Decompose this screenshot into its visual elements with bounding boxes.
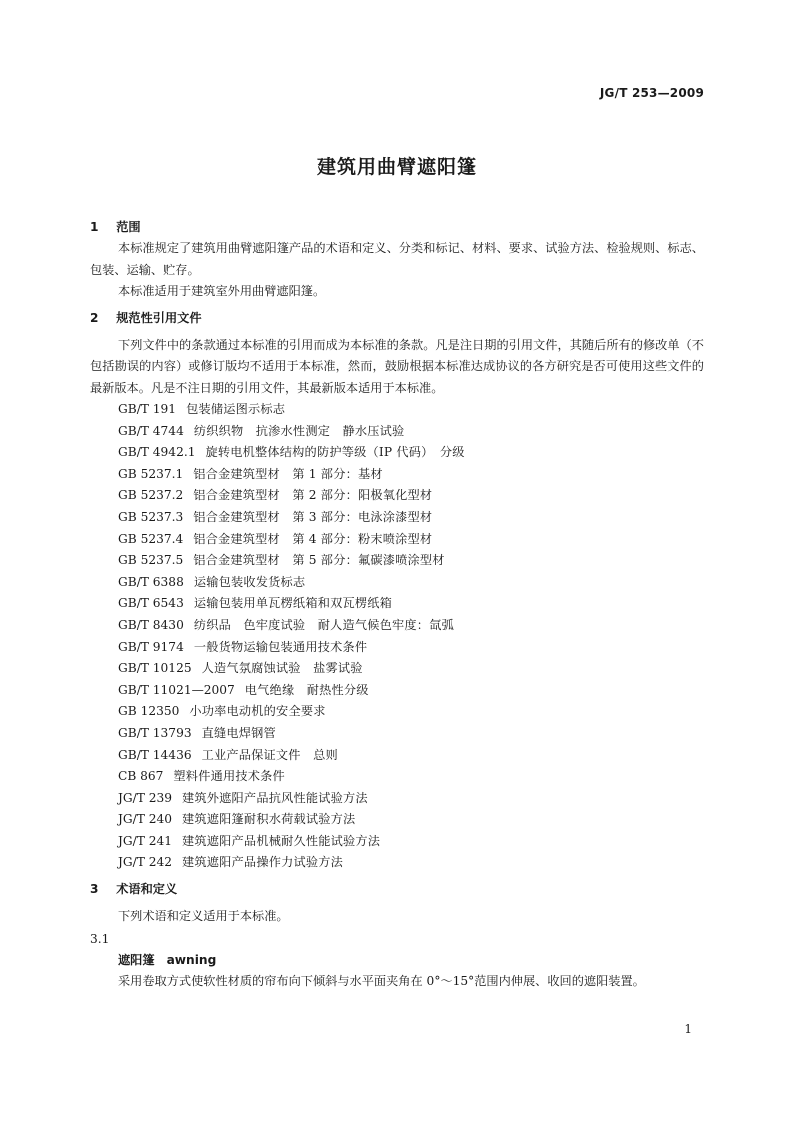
reference-item	[118, 701, 704, 723]
reference-list	[90, 399, 704, 874]
reference-item	[118, 788, 704, 810]
reference-code: GB 12350	[118, 704, 180, 719]
reference-code: GB/T 10125	[118, 661, 192, 676]
section-heading-scope	[90, 216, 704, 238]
reference-code: JG/T 239	[118, 790, 172, 805]
term-chinese: 遮阳篷	[118, 952, 155, 967]
reference-title: 电气绝缘 耐热性分级	[244, 682, 369, 697]
reference-code: GB/T 4744	[118, 423, 184, 438]
reference-item	[118, 809, 704, 831]
reference-item	[118, 745, 704, 767]
section-heading-terms-definitions	[90, 878, 704, 900]
reference-item	[118, 723, 704, 745]
reference-item	[118, 637, 704, 659]
reference-item	[118, 831, 704, 853]
scope-paragraph: 本标准规定了建筑用曲臂遮阳篷产品的术语和定义、分类和标记、材料、要求、试验方法、检验规则、标志、包装、运输、贮存。	[90, 241, 704, 277]
reference-code: GB/T 4942.1	[118, 445, 196, 460]
reference-title: 旋转电机整体结构的防护等级（IP 代码） 分级	[205, 445, 465, 460]
term-english: awning	[166, 952, 217, 967]
term-heading	[90, 950, 704, 971]
reference-title: 铝合金建筑型材 第 4 部分：粉末喷涂型材	[193, 531, 433, 546]
reference-item	[118, 658, 704, 680]
section-number: 2	[90, 310, 99, 325]
term-definition: 采用卷取方式使软性材质的帘布向下倾斜与水平面夹角在 0°～15°范围内伸展、收回的遮阳装置。	[118, 973, 645, 988]
reference-code: JG/T 241	[118, 833, 172, 848]
reference-code: GB/T 6543	[118, 596, 184, 611]
reference-item	[118, 421, 704, 443]
reference-title: 运输包装收发货标志	[193, 574, 306, 589]
document-body	[90, 216, 704, 992]
section-heading-normative-references	[90, 307, 704, 329]
reference-title: 铝合金建筑型材 第 3 部分：电泳涂漆型材	[193, 509, 433, 524]
reference-code: GB/T 8430	[118, 617, 184, 632]
reference-item	[118, 615, 704, 637]
section-title: 术语和定义	[116, 882, 178, 897]
reference-title: 纺织织物 抗渗水性测定 静水压试验	[193, 423, 405, 438]
reference-code: CB 867	[118, 769, 164, 784]
reference-title: 建筑遮阳篷耐积水荷载试验方法	[182, 812, 356, 827]
reference-item	[118, 766, 704, 788]
reference-code: GB 5237.3	[118, 509, 184, 524]
reference-code: GB/T 9174	[118, 639, 184, 654]
reference-code: JG/T 242	[118, 855, 172, 870]
reference-code: JG/T 240	[118, 812, 172, 827]
standard-code: JG/T 253—2009	[599, 86, 704, 100]
reference-title: 建筑遮阳产品机械耐久性能试验方法	[182, 833, 381, 848]
section-title: 规范性引用文件	[116, 310, 202, 325]
reference-item	[118, 852, 704, 874]
section-number: 3	[90, 882, 99, 897]
reference-item	[118, 464, 704, 486]
reference-item	[118, 529, 704, 551]
reference-title: 小功率电动机的安全要求	[189, 704, 326, 719]
reference-item	[118, 572, 704, 594]
reference-title: 铝合金建筑型材 第 2 部分：阳极氧化型材	[193, 488, 433, 503]
reference-title: 建筑外遮阳产品抗风性能试验方法	[182, 790, 368, 805]
reference-code: GB/T 11021—2007	[118, 682, 235, 697]
section-title: 范围	[116, 220, 141, 234]
terms-intro-paragraph: 下列术语和定义适用于本标准。	[118, 909, 289, 924]
reference-code: GB 5237.2	[118, 488, 184, 503]
reference-title: 运输包装用单瓦楞纸箱和双瓦楞纸箱	[193, 596, 393, 611]
reference-item	[118, 550, 704, 572]
reference-title: 一般货物运输包装通用技术条件	[193, 639, 368, 654]
reference-item	[118, 442, 704, 464]
reference-code: GB/T 14436	[118, 747, 192, 762]
reference-title: 工业产品保证文件 总则	[201, 747, 338, 762]
reference-item	[118, 507, 704, 529]
reference-code: GB 5237.5	[118, 553, 184, 568]
reference-title: 建筑遮阳产品操作力试验方法	[182, 855, 344, 870]
reference-title: 人造气氛腐蚀试验 盐雾试验	[201, 661, 363, 676]
section-number: 1	[90, 220, 99, 234]
reference-code: GB/T 6388	[118, 574, 184, 589]
reference-title: 直缝电焊钢管	[201, 725, 276, 740]
reference-code: GB/T 191	[118, 402, 177, 416]
reference-title: 包装储运图示标志	[186, 402, 286, 416]
reference-code: GB/T 13793	[118, 725, 192, 740]
references-intro-paragraph: 下列文件中的条款通过本标准的引用而成为本标准的条款。凡是注日期的引用文件，其随后所有的修改单（不包括勘误的内容）或修订版均不适用于本标准，然而，鼓励根据本标准达成协议的各方研究是否可使用这些文件的最新版本。凡是不注日期的引用文件，其最新版本适用于本标准。	[90, 337, 704, 395]
scope-paragraph: 本标准适用于建筑室外用曲臂遮阳篷。	[118, 284, 326, 298]
reference-item	[118, 593, 704, 615]
reference-item	[118, 680, 704, 702]
reference-item	[118, 399, 704, 421]
reference-code: GB 5237.4	[118, 531, 184, 546]
term-number: 3.1	[90, 931, 110, 946]
reference-item	[118, 485, 704, 507]
reference-title: 纺织品 色牢度试验 耐人造气候色牢度：氙弧	[193, 617, 454, 632]
reference-title: 铝合金建筑型材 第 5 部分：氟碳漆喷涂型材	[193, 553, 445, 568]
reference-code: GB 5237.1	[118, 466, 184, 481]
document-title: 建筑用曲臂遮阳篷	[316, 156, 477, 178]
reference-title: 铝合金建筑型材 第 1 部分：基材	[193, 466, 383, 481]
reference-title: 塑料件通用技术条件	[173, 769, 285, 784]
page-number: 1	[684, 1022, 692, 1036]
